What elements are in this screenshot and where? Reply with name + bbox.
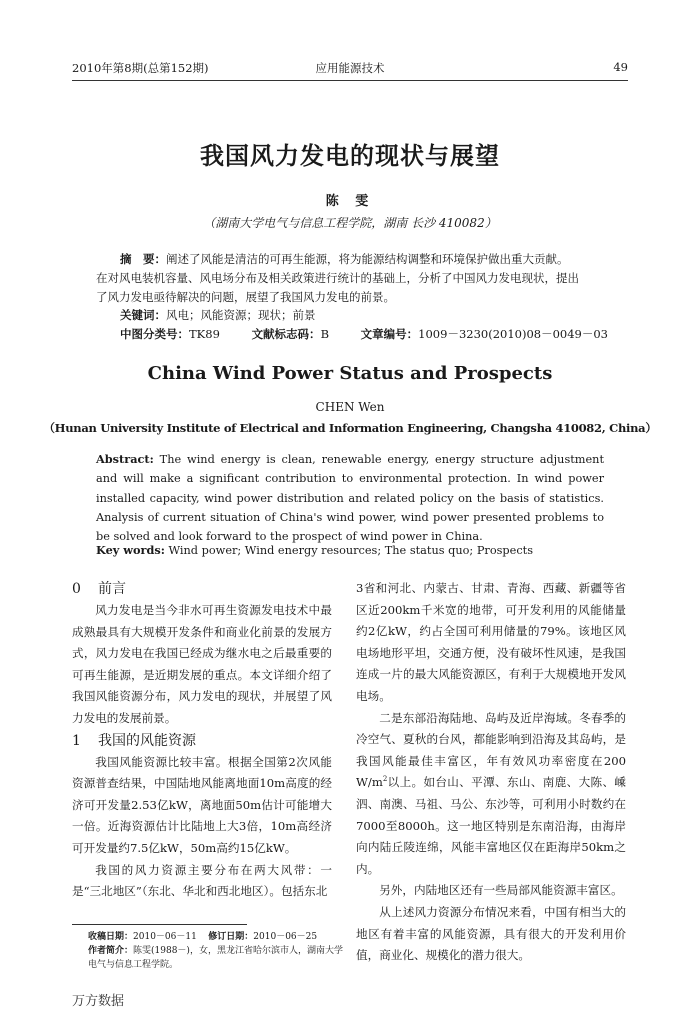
- paper-title-en: China Wind Power Status and Prospects: [147, 363, 553, 384]
- section-heading-0: [72, 578, 332, 600]
- header-rule: [72, 80, 628, 81]
- paragraph: 我国风能资源比较丰富。根据全国第2次风能资源普查结果，中国陆地风能离地面10m高度的经济可开发量2.53亿kW，离地面50m估计可能增大一倍。近海资源估计比陆地上大3倍，10m高经济可开发量约7.5亿kW，50m高约15亿kW。: [72, 754, 332, 855]
- paragraph-text: 二是东部沿海陆地、岛屿及近岸海域。冬春季的冷空气、夏秋的台风，都能影响到沿海及其岛屿，是我国风能最佳丰富区，年有效风功率密度在200 W/m: [356, 710, 626, 790]
- author-bio: 陈雯(1988－)，女，黑龙江省哈尔滨市人，湖南大学电气与信息工程学院。: [88, 946, 343, 970]
- abstract-cn-label: 摘 要：: [120, 252, 166, 266]
- keywords-en-text: Wind power; Wind energy resources; The status quo; Prospects: [168, 544, 534, 557]
- page-number: 49: [613, 60, 628, 74]
- section-heading-1: [72, 730, 332, 752]
- author-name-en: CHEN Wen: [315, 400, 385, 414]
- journal-name: 应用能源技术: [315, 61, 385, 75]
- issue-info: 2010年第8期(总第152期): [72, 61, 209, 75]
- paragraph: 从上述风力资源分布情况来看，中国有相当大的地区有着丰富的风能资源，具有很大的开发利用价值，商业化、规模化的潜力很大。: [356, 904, 626, 963]
- abstract-en: [96, 450, 604, 546]
- section-number: 0: [72, 581, 81, 597]
- article-number-value: 1009－3230(2010)08－0049－03: [418, 327, 608, 341]
- keywords-en: [96, 543, 604, 557]
- author-affiliation: （湖南大学电气与信息工程学院，湖南 长沙 410082）: [203, 216, 497, 230]
- left-column: [72, 578, 332, 903]
- abstract-en-label: Abstract:: [96, 452, 154, 466]
- keywords-cn-text: 风电；风能资源；现状；前景: [166, 308, 316, 322]
- keywords-en-label: Key words:: [96, 543, 165, 557]
- revised-date: 2010－06－25: [253, 932, 318, 942]
- abstract-en-text: The wind energy is clean, renewable energy, energy structure adjustment and will make a significant contribution to environmental protection. In wind power installed capacity, wind power distribution and related policy on the basis of statistics. Analysis of current situation of China's wind power, wind power presented problems to be solved and look forward to the prospect of wind power in China.: [96, 453, 604, 544]
- paragraph: 风力发电是当今非水可再生资源发电技术中最成熟最具有大规模开发条件和商业化前景的发展方式，风力发电在我国已经成为继水电之后最重要的可再生能源，是近期发展的重点。本文详细介绍了我国风能资源分布，风力发电的现状，并展望了风力发电的发展前景。: [72, 603, 332, 725]
- abstract-cn: [96, 250, 604, 307]
- paper-title: 我国风力发电的现状与展望: [200, 141, 500, 170]
- paragraph: [356, 708, 626, 881]
- right-column: [356, 578, 626, 967]
- clc-label: 中图分类号：: [120, 327, 189, 341]
- paragraph: 另外，内陆地区还有一些局部风能资源丰富区。: [379, 883, 623, 898]
- running-header: [72, 60, 628, 78]
- paragraph: 3省和河北、内蒙古、甘肃、青海、西藏、新疆等省区近200km千米宽的地带，可开发利用的风能储量约2亿kW，约占全国可利用储量的79%。该地区风电场地形平坦，交通方便，没有破坏性风速，是我国连成一片的最大风能资源区，有利于大规模地开发风电场。: [356, 581, 626, 703]
- bio-label: 作者简介：: [88, 946, 134, 956]
- section-title: 我国的风能资源: [98, 732, 196, 749]
- article-number-label: 文章编号：: [360, 327, 419, 341]
- footnote: [88, 930, 348, 972]
- paragraph: 我国的风力资源主要分布在两大风带：一是“三北地区”（东北、华北和西北地区）。包括东北: [72, 862, 332, 899]
- paragraph-text: 以上。如台山、平潭、东山、南鹿、大陈、嵊泗、南澳、马祖、马公、东沙等，可利用小时数约在7000至8000h。这一地区特别是东南沿海，由海岸向内陆丘陵连绵，风能丰富地区仅在距海岸50km之内。: [356, 775, 626, 876]
- doc-code-value: B: [320, 327, 330, 341]
- author-name: 陈 雯: [325, 194, 375, 209]
- keywords-cn: [120, 307, 316, 323]
- clc-value: TK89: [189, 327, 220, 341]
- abstract-cn-line: 阐述了风能是清洁的可再生能源，将为能源结构调整和环境保护做出重大贡献。: [166, 252, 569, 266]
- superscript: 2: [382, 775, 388, 784]
- author-affiliation-en: （Hunan University Institute of Electrical and Information Engineering, Changsha 410082, China）: [43, 421, 657, 435]
- received-date: 2010－06－11: [133, 932, 197, 942]
- keywords-cn-label: 关键词：: [120, 308, 166, 322]
- section-title: 前言: [98, 581, 126, 597]
- classification-line: [120, 326, 636, 342]
- doc-code-label: 文献标志码：: [251, 327, 321, 341]
- footnote-rule: [72, 924, 247, 925]
- abstract-cn-line: 了风力发电亟待解决的问题，展望了我国风力发电的前景。: [96, 290, 395, 304]
- abstract-cn-line: 在对风电装机容量、风电场分布及相关政策进行统计的基础上，分析了中国风力发电现状，提出: [96, 271, 579, 285]
- watermark: 万方数据: [72, 994, 125, 1009]
- section-number: 1: [72, 732, 81, 749]
- received-label: 收稿日期：: [88, 932, 134, 942]
- revised-label: 修订日期：: [208, 932, 254, 942]
